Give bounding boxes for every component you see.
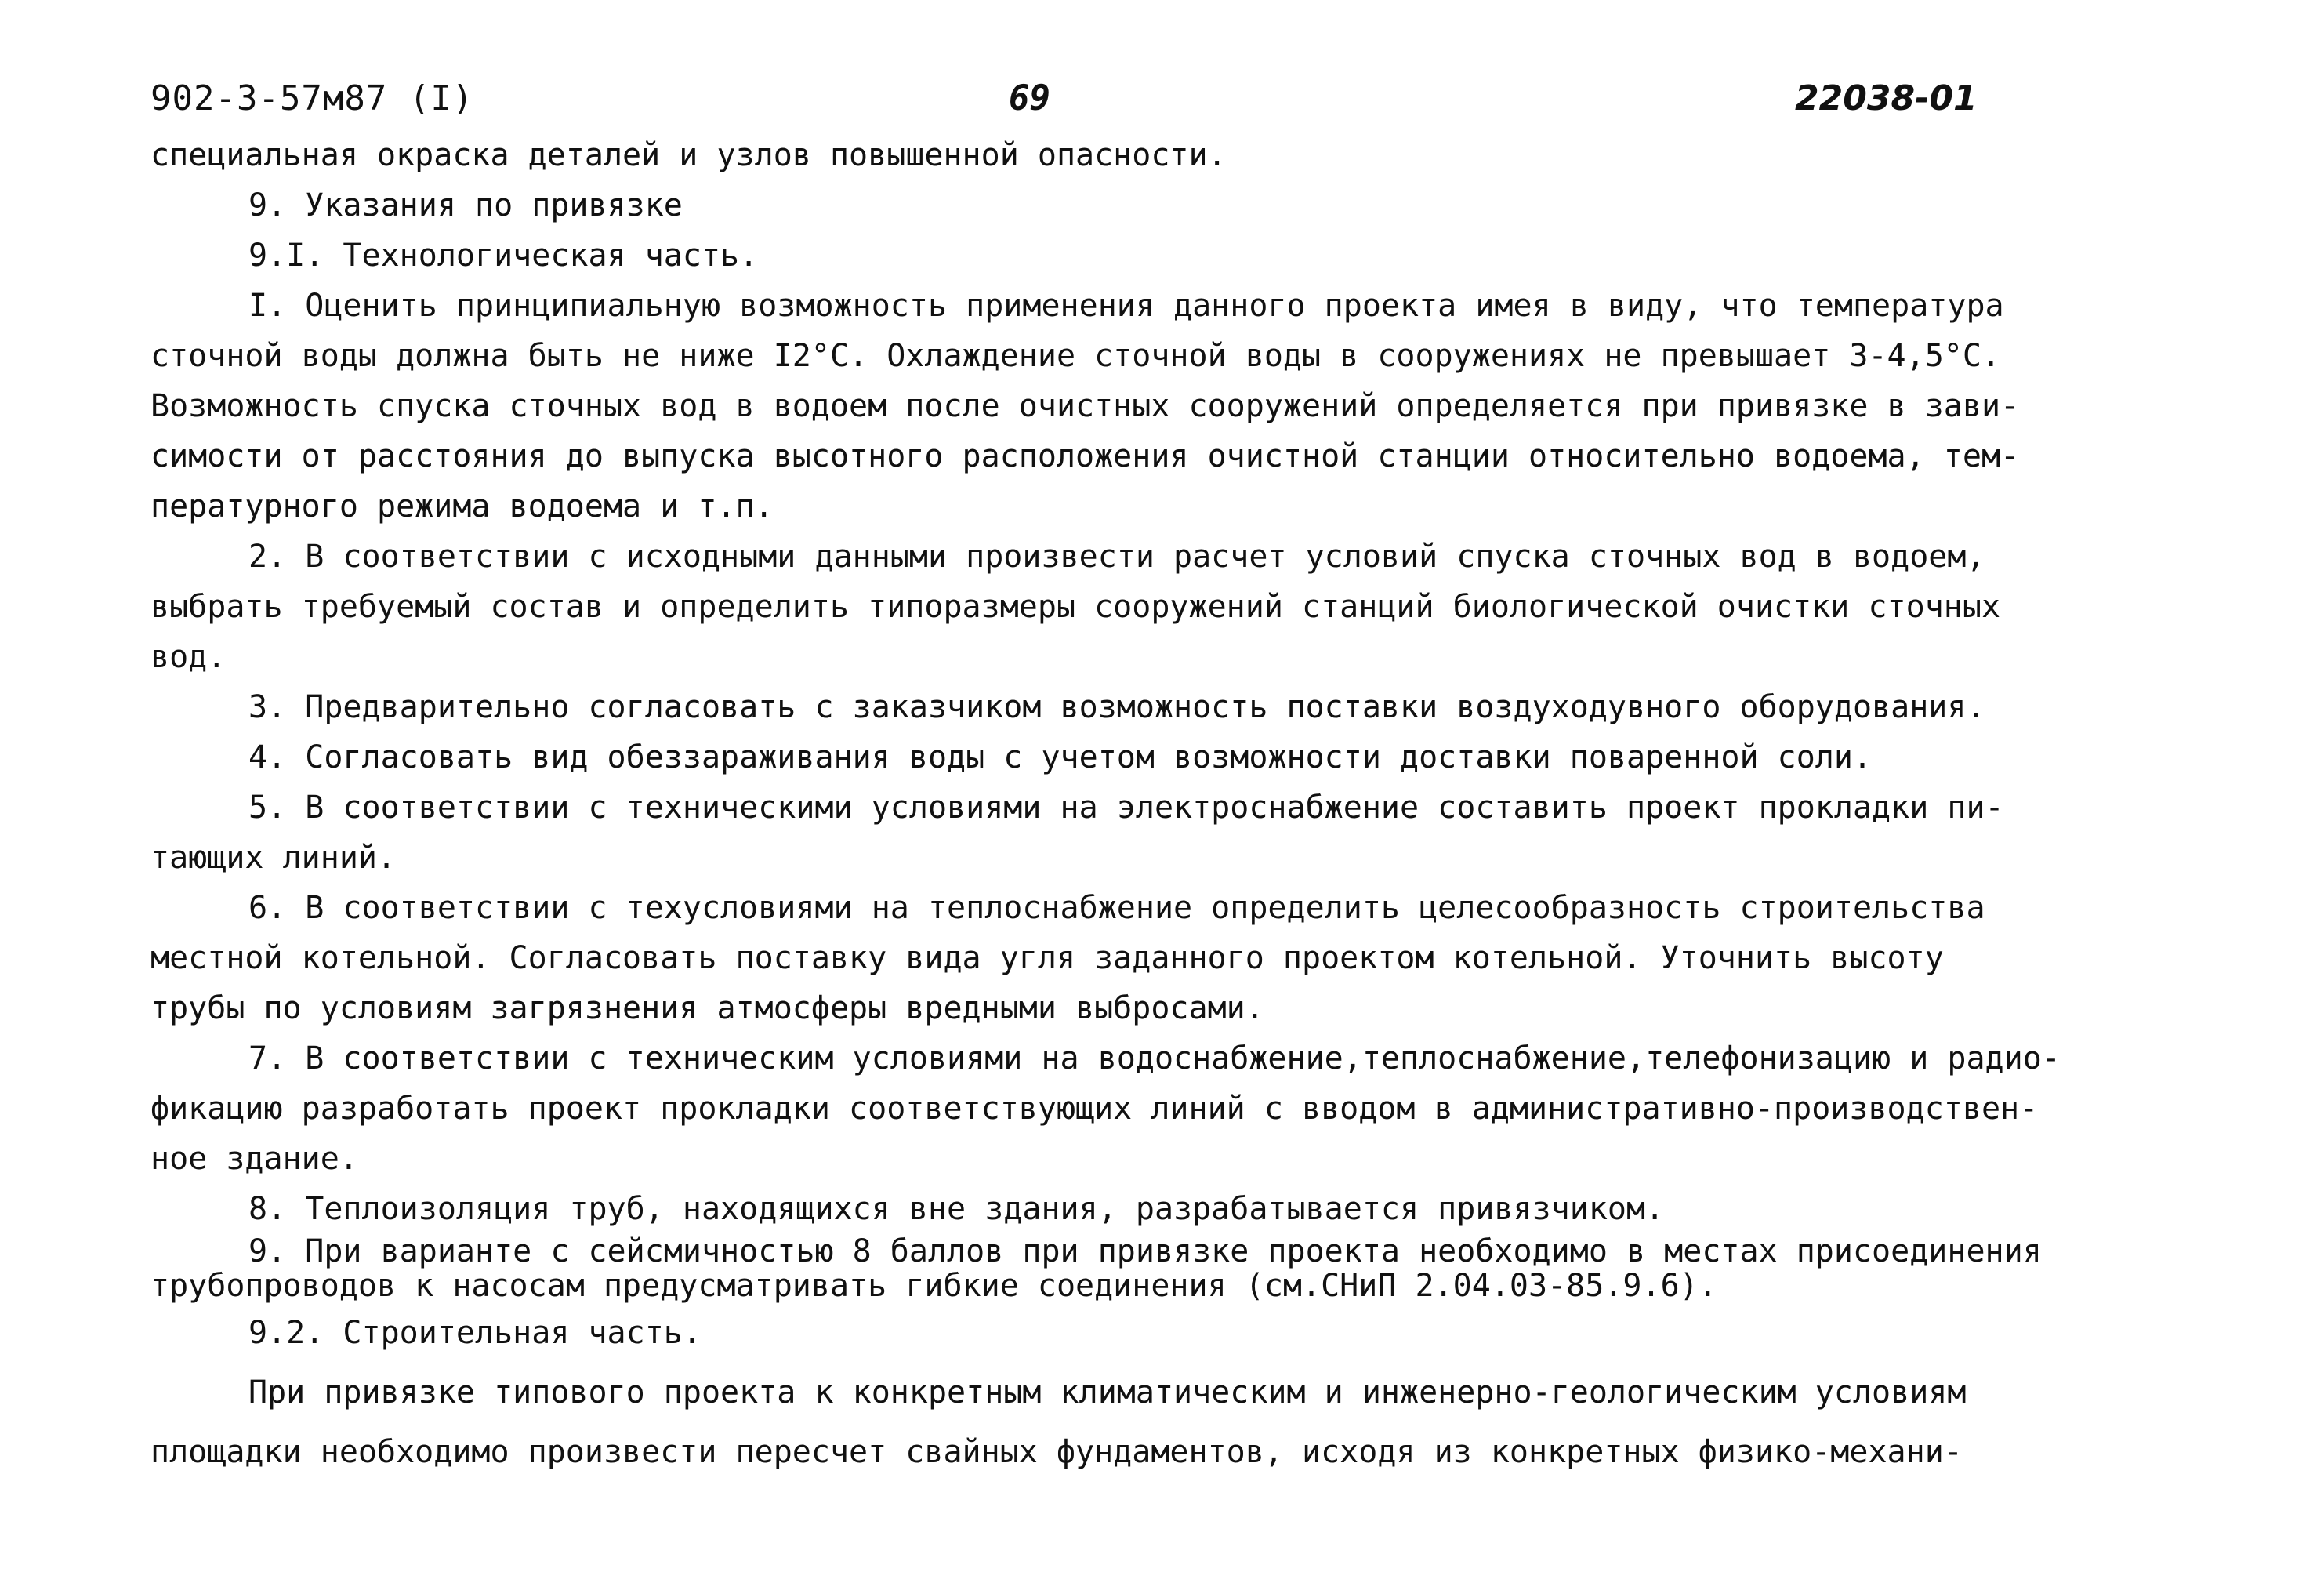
page-number: 69 <box>1009 78 1050 118</box>
paragraph-3-line: 3. Предварительно согласовать с заказчиком возможность поставки воздуходувного оборудования. <box>248 689 1985 725</box>
paragraph-6-line: 6. В соответствии с техусловиями на теплоснабжение определить целесообразность строительства <box>248 890 1985 926</box>
construction-paragraph-line: При привязке типового проекта к конкретным климатическим и инженерно-геологическим условиям <box>248 1374 1967 1411</box>
paragraph-1-line: пературного режима водоема и т.п. <box>150 488 774 525</box>
paragraph-2-line: 2. В соответствии с исходными данными произвести расчет условий спуска сточных вод в водоем, <box>248 539 1985 575</box>
paragraph-5-line: 5. В соответствии с техническими условиями на электроснабжение составить проект прокладки пи- <box>248 790 2004 826</box>
subsection-heading: 9.2. Строительная часть. <box>248 1315 702 1351</box>
paragraph-1-line: симости от расстояния до выпуска высотного расположения очистной станции относительно водоема, тем- <box>150 438 2020 474</box>
paragraph-4-line: 4. Согласовать вид обеззараживания воды с учетом возможности доставки поваренной соли. <box>248 739 1873 775</box>
paragraph-5-line: тающих линий. <box>150 840 397 876</box>
paragraph-1-line: сточной воды должна быть не ниже I2°С. Охлаждение сточной воды в сооружениях не превышает 3-4,5°С. <box>150 338 2001 374</box>
paragraph-9-line: трубопроводов к насосам предусматривать гибкие соединения (см.СНиП 2.04.03-85.9.6). <box>150 1268 1717 1304</box>
paragraph-9-line: 9. При варианте с сейсмичностью 8 баллов при привязке проекта необходимо в местах присоединения <box>248 1233 2042 1269</box>
section-heading: 9. Указания по привязке <box>248 187 683 223</box>
construction-paragraph-line: площадки необходимо произвести пересчет свайных фундаментов, исходя из конкретных физико-механи- <box>150 1434 1963 1470</box>
paragraph-1-line: I. Оценить принципиальную возможность применения данного проекта имея в виду, что температура <box>248 288 2004 324</box>
paragraph-7-line: фикацию разработать проект прокладки соответствующих линий с вводом в административно-производствен- <box>150 1091 2039 1127</box>
project-code: 902-3-57м87 (I) <box>150 78 474 118</box>
page-header <box>150 78 2173 133</box>
subsection-heading: 9.I. Технологическая часть. <box>248 238 759 274</box>
paragraph-6-line: трубы по условиям загрязнения атмосферы вредными выбросами. <box>150 990 1264 1026</box>
paragraph-7-line: ное здание. <box>150 1141 358 1177</box>
paragraph-7-line: 7. В соответствии с техническим условиями на водоснабжение,теплоснабжение,телефонизацию и радио- <box>248 1040 2061 1077</box>
document-number: 22038-01 <box>1795 78 1978 118</box>
paragraph-1-line: Возможность спуска сточных вод в водоем после очистных сооружений определяется при привязке в зави- <box>150 388 2020 424</box>
paragraph-2-line: вод. <box>150 639 227 675</box>
text-line: специальная окраска деталей и узлов повышенной опасности. <box>150 137 1227 173</box>
paragraph-8-line: 8. Теплоизоляция труб, находящихся вне здания, разрабатывается привязчиком. <box>248 1191 1665 1227</box>
paragraph-2-line: выбрать требуемый состав и определить типоразмеры сооружений станций биологической очистки сточных <box>150 589 2001 625</box>
paragraph-6-line: местной котельной. Согласовать поставку вида угля заданного проектом котельной. Уточнить высоту <box>150 940 1944 976</box>
document-body <box>150 130 2198 1482</box>
